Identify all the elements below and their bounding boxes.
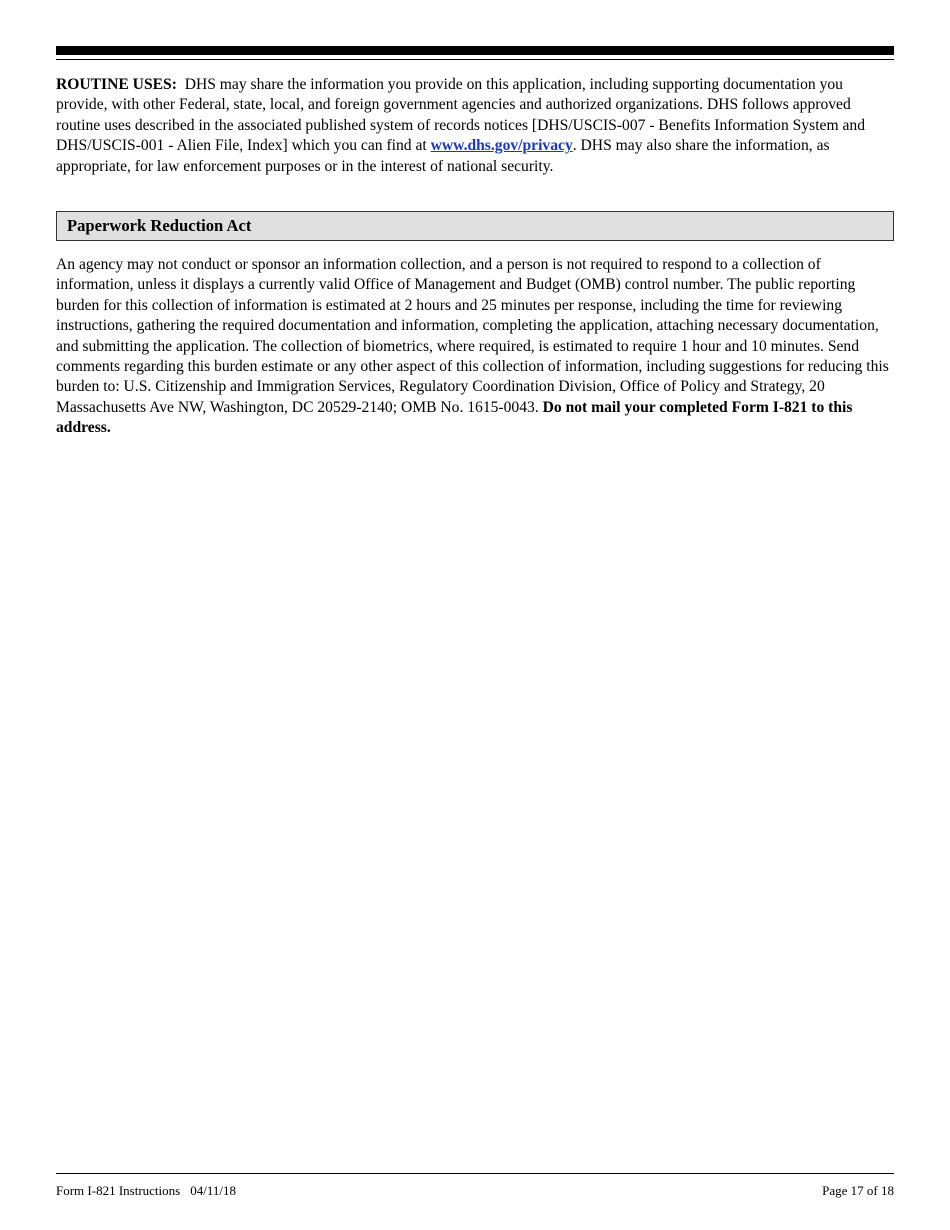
paperwork-reduction-paragraph bbox=[56, 255, 894, 439]
document-page bbox=[56, 46, 894, 439]
page-footer bbox=[56, 1173, 894, 1199]
do-not-mail-note: Do not mail your completed Form I-821 to this address. bbox=[56, 398, 853, 437]
top-thick-rule bbox=[56, 46, 894, 55]
dhs-privacy-link[interactable]: www.dhs.gov/privacy bbox=[430, 137, 573, 155]
paperwork-reduction-act-header bbox=[56, 211, 894, 241]
footer-edition-date: 04/11/18 bbox=[190, 1183, 236, 1198]
section-heading: Paperwork Reduction Act bbox=[67, 216, 252, 236]
routine-uses-text-end: . DHS may also share the information, as appropriate, for law enforcement purposes or in the interest of national security. bbox=[56, 137, 830, 175]
footer-page-number: Page 17 of 18 bbox=[822, 1183, 894, 1198]
footer-form-name: Form I-821 Instructions bbox=[56, 1183, 181, 1198]
routine-uses-label: ROUTINE USES: bbox=[56, 76, 177, 93]
footer-form-info bbox=[56, 1183, 236, 1199]
routine-uses-text: DHS may share the information you provide on this application, including supporting documentation you provide, with other Federal, state, local, and foreign government agencies and authorized organizations. DHS follows approved routine uses described in the associated published system of records notices [DHS/USCIS-007 - Benefits Information System and DHS/USCIS-001 - Alien File, Index] which you can find at bbox=[56, 76, 865, 155]
routine-uses-paragraph bbox=[56, 75, 894, 177]
paperwork-body-text: An agency may not conduct or sponsor an information collection, and a person is not required to respond to a collection of information, unless it displays a currently valid Office of Management and Budget (OMB) control number. The public reporting burden for this collection of information is estimated at 2 hours and 25 minutes per response, including the time for reviewing instructions, gathering the required documentation and information, completing the application, attaching necessary documentation, and submitting the application. The collection of biometrics, where required, is estimated to require 1 hour and 10 minutes. Send comments regarding this burden estimate or any other aspect of this collection of information, including suggestions for reducing this burden to: U.S. Citizenship and Immigration Services, Regulatory Coordination Division, Office of Policy and Strategy, 20 Massachusetts Ave NW, Washington, DC 20529-2140; OMB No. 1615-0043. bbox=[56, 256, 889, 416]
top-thin-rule bbox=[56, 59, 894, 60]
